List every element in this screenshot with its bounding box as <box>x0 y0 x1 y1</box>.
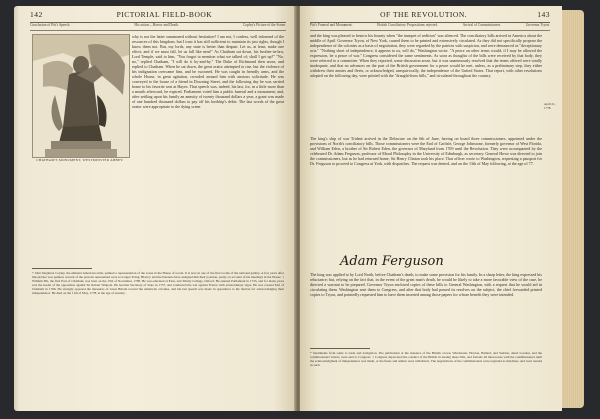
left-subhead-right: Copley's Picture of the Scene. <box>242 23 286 27</box>
left-running-head <box>30 10 286 23</box>
right-page-number: 143 <box>537 10 550 19</box>
right-running-title: OF THE REVOLUTION. <box>380 10 468 19</box>
right-body-text-top: and the king was pleased to bestow his bounty when "the trumpet of sedition" was silenced. The conciliatory bills arrived in America about the middle of April. Governor Tryon, of New York, caused them to be printed and extensively circulated. As they did not specifically propose the independence of the colonies as a basis of negotiation, they were regarded by the patriots with suspicion, and were denounced as "deceptionary acts." "Nothing short of independence, it appears to us, will do," Washington wrote. "A peace on other terms would, if I may be allowed the expression, be a peace of war." Congress considered the same sentiments. As soon as thoughts of the bills were received by that body, they were referred to a committee. When they reported, some discussion arose, but it was unanimously resolved that the terms offered were totally inadequate, and that no advances on the part of the British government for a peace would be met, unless, as a preliminary step, they either withdrew their armies and fleets, or acknowledged, unequivocally, the independence of the United States. That report, with other resolutions adopted on the following day, were printed with the "draught-lions bills," and circulated throughout the country. <box>310 33 542 78</box>
left-body-text: why is not the latter summoned without hesitation? I am not, I confess, well informed of the resources of this kingdom; but I trust it has still sufficient to maintain its just rights, though I know them not. But, my lords, any state is better than despair. Let us, at least, make one effort; and if we must fall, let us fall like men!" As Chatham sat down, his brother-in-law, Lord Temple, said to him, "You forgot to mention what we talked of; shall I get up?" "No, no," replied Chatham, "I will do it by-and-by." The Duke of Richmond then arose, and replied to Chatham. When he sat down, the great orator attempted to rise, but the violence of his indignation overcame him, and he swooned. He was caught in friendly arms, and the whole House, in great agitation, crowded around him with anxious solicitude. He was conveyed to the house of a friend in Downing Street, and the following day he was carried home to his favorite seat at Hayes. That speech was, indeed, his last, for, in a little more than a month afterward, he expired. Parliament voted him a public funeral and a monument; and, after settling upon his family an annuity of twenty thousand dollars a year, a grant was made of one hundred thousand dollars to pay off his lordship's debts. The last words of the great orator were appropriate to the dying scene. <box>132 34 284 109</box>
right-footnotes: * Sentiments from some to trade and navigation. The publication at the issuance of the British crown, Winchester, Hoxton, Ballard, and Seddon, dated London, and the commissioners' letters, were sent to Congress. † Congress deprecated the conduct of the British in issuing these bills, and forbade all intercourse with the commissioners until the acknowledgment of independence was made, or the fleets and armies were withdrawn. The negotiations of the commissioners were regarded as insidious, and were treated as such. <box>310 351 542 368</box>
chatham-monument-engraving <box>33 35 129 157</box>
ferguson-signature: Adam Ferguson <box>340 254 444 269</box>
left-subhead-mid: His action—Horror and Death. <box>134 23 179 27</box>
right-subhead-3: Arrival of Commissioners. <box>462 23 502 27</box>
left-footnotes: * John Singleton Copley, the eminent American artist, painted a representation of the scene in the House of Lords. It is now in one of the first rooms of the national gallery. A few years after this picture was painted, several of the persons represented were no longer living. History and the listeners have assigned him their position, partly on account of his meetings in the House. † William Pitt, the first Earl of Chatham, was born on the 15th of November, 1708. He was educated at Eton, and Trinity College, Oxford. He entered Parliament in 1735, and for many years was the leader of the opposition against Sir Robert Walpole. He became Secretary of State in 1757, and conducted the war against France with extraordinary vigor. He was created Earl of Chatham in 1766. He strongly opposed the measures of Great Britain toward the American colonies, and his last speech was made in opposition to the motion for acknowledging their independence. He died on the 11th of May, 1778, at the age of seventy. <box>32 271 284 296</box>
open-book <box>14 6 588 411</box>
right-subheading <box>310 23 550 31</box>
left-subheading <box>30 23 286 31</box>
monument-illustration <box>32 34 130 158</box>
left-page <box>14 6 296 411</box>
right-subhead-2: British Conciliatory Propositions rejected. <box>377 23 438 27</box>
left-subhead-left: Conclusion of Pitt's Speech. <box>30 23 71 27</box>
right-body-text-low: The king was applied to by Lord North, before Chatham's death, to make some provision for his family. In a sharp letter, the king expressed his reluctance; but, relying on the fact that, in the event of the great man's death, he would be likely to take a more favorable view of the case, he directed a warrant to be prepared. Governor Tryon enclosed copies of these bills to General Washington, with a request that he would aid in circulating them. Washington sent them to Congress, and after that body had passed its resolves on the subject, the chief forwarded printed copies to Tryon, and pointedly requested him to have them inserted among those papers for whose benefit they were intended. <box>310 272 542 297</box>
margin-note: April 21, 1778. <box>544 102 556 110</box>
illustration-caption: CHATHAM'S MONUMENT, WESTMINSTER ABBEY. <box>36 158 124 162</box>
right-running-head <box>310 10 550 23</box>
right-body-text-mid: The king's ship of war Trident arrived in the Delaware on the 6th of June, having on board three commissioners, appointed under the provisions of North's conciliatory bills. Those commissioners were the Earl of Carlisle, George Johnstone, formerly governor of West Florida, and William Eden, a brother of Sir Robert Eden, the governor of Maryland from 1769 until the Revolution. They were accompanied by the celebrated Dr. Adam Ferguson, professor of Moral Philosophy in the University of Edinburgh, as secretary. General Howe was directed to join the commissioners, but as he had returned home, Sir Henry Clinton took his place. That officer wrote to Washington, requesting a passport for Dr. Ferguson to proceed to Congress at York, with dispatches. The request was denied, and on the 13th of May following, at the age of 77. <box>310 136 542 166</box>
left-page-number: 142 <box>30 10 43 19</box>
right-subhead-4: Governor Tryon. <box>525 23 550 27</box>
page-block-edge <box>562 10 584 408</box>
right-page <box>300 6 562 411</box>
right-subhead-1: Pitt's Funeral and Monument. <box>310 23 353 27</box>
left-running-title: PICTORIAL FIELD-BOOK <box>116 10 213 19</box>
